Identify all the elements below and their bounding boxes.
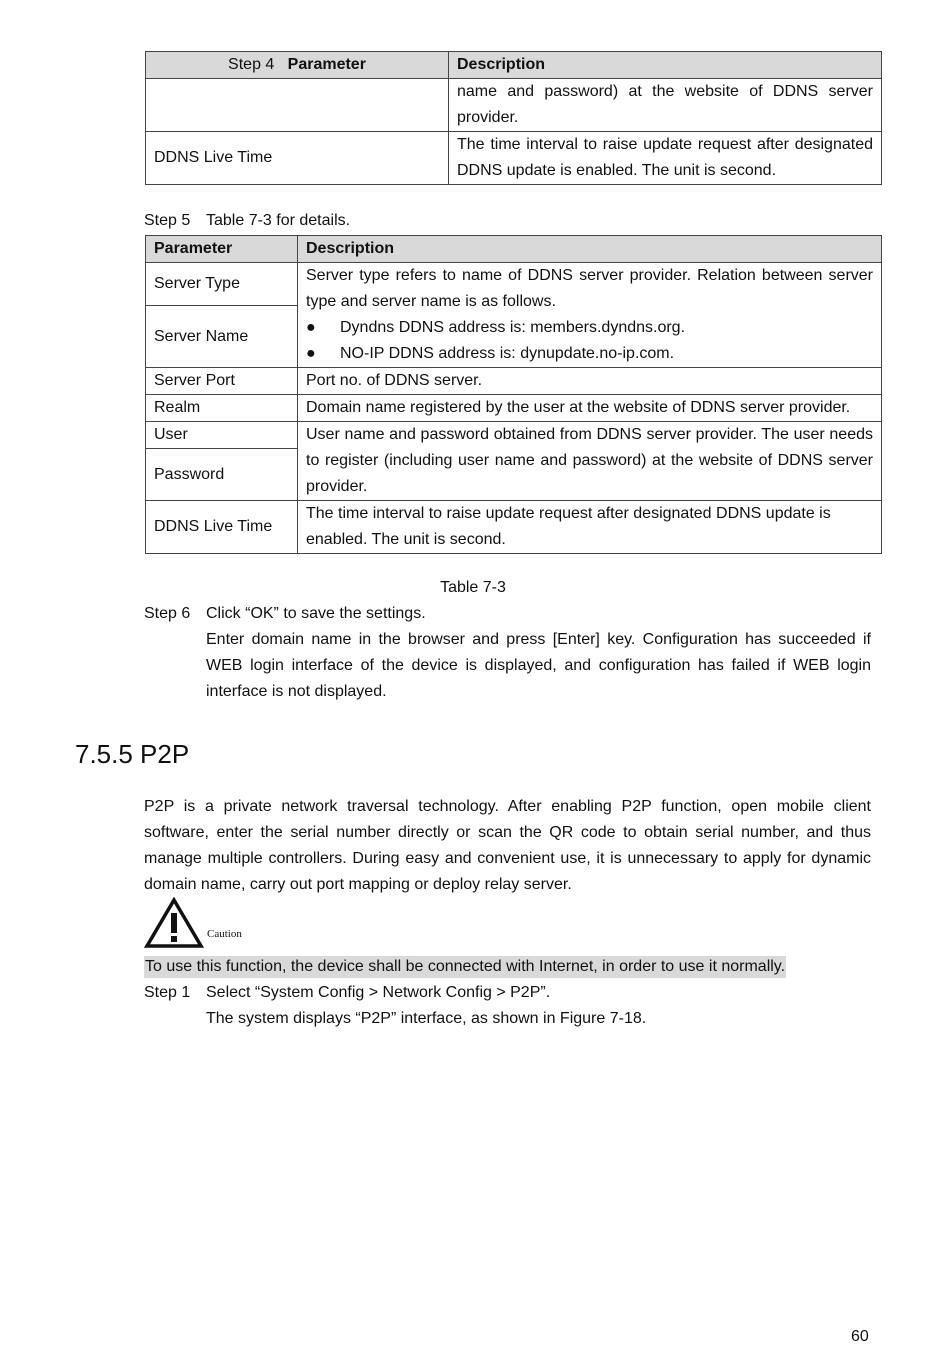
caution-text: To use this function, the device shall be connected with Internet, in order to use it normally.: [144, 956, 786, 978]
step6-label: Step 6: [144, 605, 191, 622]
cell-user-description: User name and password obtained from DDNS server provider. The user needs to register (including user name and password) at the website of DDNS server provider.: [298, 422, 882, 501]
table-header-parameter: [146, 52, 449, 79]
bullet-text: Dyndns DDNS address is: members.dyndns.org.: [340, 319, 686, 336]
step5-text: Table 7-3 for details.: [206, 212, 351, 229]
table-row: [146, 395, 882, 422]
warning-triangle-icon: [144, 897, 204, 949]
table-row: [146, 368, 882, 395]
cell-description: The time interval to raise update request after designated DDNS update is enabled. The unit is second.: [449, 132, 882, 185]
list-item: [306, 341, 873, 367]
step5-label: Step 5: [144, 212, 191, 229]
cell-server-port: Server Port: [146, 368, 298, 395]
step6-detail: Enter domain name in the browser and press [Enter] key. Configuration has succeeded if WEB login interface of the device is displayed, and configuration has failed if WEB login interface is not displayed.: [206, 631, 871, 700]
cell-server-description: [298, 263, 882, 368]
step1-label: Step 1: [144, 984, 191, 1001]
table-header-description: Description: [449, 52, 882, 79]
header-parameter: Parameter: [287, 56, 366, 73]
table-row: [146, 422, 882, 449]
table-row: [146, 263, 882, 306]
table-row: [146, 79, 882, 132]
step1-detail: The system displays “P2P” interface, as shown in Figure 7-18.: [206, 1010, 647, 1027]
server-description-text: Server type refers to name of DDNS server provider. Relation between server type and server name is as follows.: [306, 267, 873, 310]
cell-live-time: DDNS Live Time: [146, 501, 298, 554]
table-header-parameter: Parameter: [146, 236, 298, 263]
cell-live-time-description: The time interval to raise update request after designated DDNS update is enabled. The unit is second.: [298, 501, 882, 554]
list-item: [306, 315, 873, 341]
ddns-parameter-table: [145, 235, 882, 554]
table-row: [146, 501, 882, 554]
cell-realm: Realm: [146, 395, 298, 422]
cell-user: User: [146, 422, 298, 449]
ddns-parameter-table-continued: [145, 51, 882, 185]
step6-text: Click “OK” to save the settings.: [206, 605, 426, 622]
cell-realm-description: Domain name registered by the user at the website of DDNS server provider.: [298, 395, 882, 422]
cell-server-name: Server Name: [146, 306, 298, 368]
p2p-intro: P2P is a private network traversal technology. After enabling P2P function, open mobile client software, enter the serial number directly or scan the QR code to obtain serial number, and thus manage multiple controllers. During easy and convenient use, it is unnecessary to apply for dynamic domain name, carry out port mapping or deploy relay server.: [144, 798, 871, 893]
bullet-icon: ●: [306, 345, 316, 362]
cell-server-type: Server Type: [146, 263, 298, 306]
cell-server-port-description: Port no. of DDNS server.: [298, 368, 882, 395]
page-number: 60: [851, 1328, 869, 1345]
step1-text: Select “System Config > Network Config > P2P”.: [206, 984, 551, 1001]
cell-description: name and password) at the website of DDNS server provider.: [449, 79, 882, 132]
caution-label: Caution: [207, 928, 242, 940]
bullet-icon: ●: [306, 319, 316, 336]
table-caption: Table 7-3: [440, 579, 506, 596]
table-row: [146, 132, 882, 185]
cell-parameter: [146, 79, 449, 132]
cell-parameter: DDNS Live Time: [146, 132, 449, 185]
cell-password: Password: [146, 449, 298, 501]
table-header-description: Description: [298, 236, 882, 263]
step4-label: Step 4: [228, 56, 275, 73]
section-title: 7.5.5 P2P: [75, 739, 190, 769]
bullet-text: NO-IP DDNS address is: dynupdate.no-ip.com.: [340, 345, 675, 362]
